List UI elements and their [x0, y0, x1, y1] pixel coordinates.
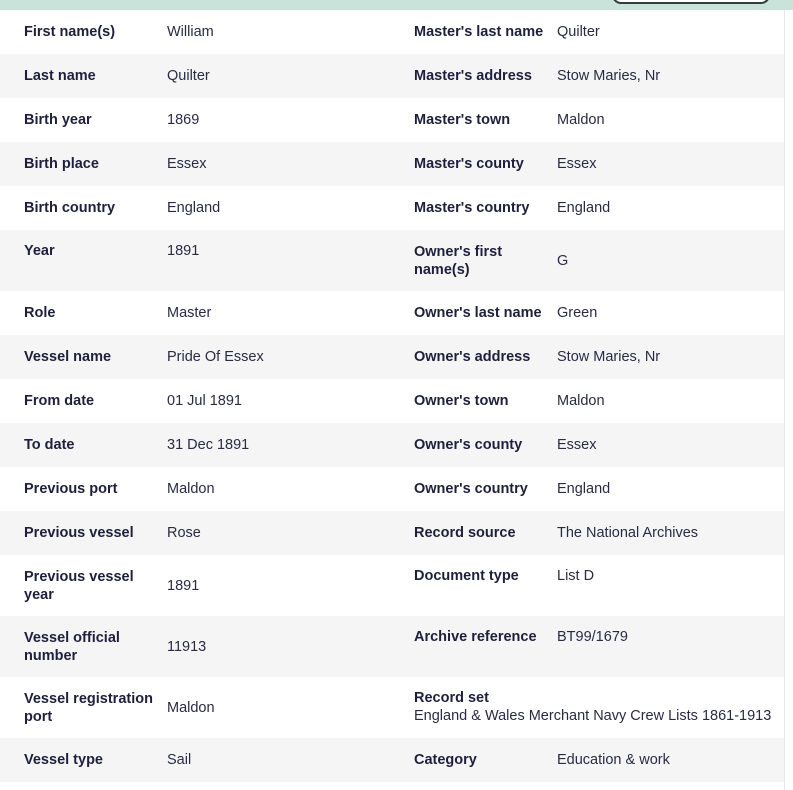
field-value: Maldon [167, 699, 215, 716]
field-label: Category [414, 752, 477, 768]
field-label: Archive reference [414, 629, 537, 645]
field-value: William [167, 24, 214, 40]
field-value: 1891 [167, 243, 200, 259]
field-label: Record set [414, 690, 489, 706]
field-value: England & Wales Merchant Navy Crew Lists 1861-1913 [414, 708, 772, 724]
field-label: Owner's town [414, 393, 509, 409]
field-value: Master [167, 305, 212, 321]
table-row [0, 555, 788, 616]
field-value: The National Archives [557, 525, 699, 541]
field-label: Owner's country [414, 481, 528, 497]
field-value: G [557, 252, 569, 269]
table-row [0, 677, 788, 738]
field-label: Document type [414, 568, 519, 584]
field-value: Essex [557, 156, 597, 172]
field-label: Birth place [24, 156, 99, 172]
field-value: Stow Maries, Nr [557, 68, 661, 84]
field-label: Vessel registration port [24, 690, 153, 725]
table-row [0, 616, 788, 677]
table-row [0, 335, 788, 379]
field-value: 01 Jul 1891 [167, 393, 242, 409]
field-label: First name(s) [24, 24, 116, 40]
table-row [0, 142, 788, 186]
field-label: Vessel name [24, 349, 112, 365]
field-label: Previous vessel [24, 525, 134, 541]
field-value: Maldon [167, 481, 215, 497]
field-label: Master's last name [414, 24, 544, 40]
field-label: Previous port [24, 481, 118, 497]
field-label: Owner's address [414, 349, 531, 365]
field-value: Green [557, 305, 598, 321]
field-value: Quilter [167, 68, 210, 84]
field-label: Owner's first name(s) [414, 243, 503, 278]
field-label: Master's town [414, 112, 511, 128]
field-value: England [167, 200, 221, 216]
field-label: Owner's county [414, 437, 523, 453]
field-value: Rose [167, 525, 201, 541]
field-value: Education & work [557, 752, 670, 768]
field-value: Maldon [557, 112, 605, 128]
scroll-edge [784, 10, 793, 790]
table-row [0, 291, 788, 335]
field-value: Maldon [557, 393, 605, 409]
field-value: 31 Dec 1891 [167, 437, 250, 453]
field-value: 11913 [167, 638, 207, 655]
record-set-cell [414, 677, 788, 738]
field-label: Master's country [414, 200, 530, 216]
table-row [0, 230, 788, 291]
header-button[interactable] [612, 0, 770, 4]
field-value: Stow Maries, Nr [557, 349, 661, 365]
table-row [0, 54, 788, 98]
field-label: Birth year [24, 112, 92, 128]
field-value: 1869 [167, 112, 200, 128]
field-label: To date [24, 437, 75, 453]
field-label: From date [24, 393, 95, 409]
field-label: Vessel official number [24, 629, 120, 664]
field-value: BT99/1679 [557, 629, 628, 645]
field-value: Essex [167, 156, 207, 172]
table-row [0, 467, 788, 511]
field-label: Role [24, 305, 56, 321]
table-row [0, 738, 788, 782]
field-value: Essex [557, 437, 597, 453]
field-value: England [557, 481, 611, 497]
field-value: Pride Of Essex [167, 349, 264, 365]
field-label: Previous vessel year [24, 568, 134, 603]
field-value: 1891 [167, 577, 200, 594]
field-value: Quilter [557, 24, 600, 40]
field-label: Last name [24, 68, 96, 84]
field-label: Vessel type [24, 752, 103, 768]
field-label: Owner's last name [414, 305, 542, 321]
field-label: Master's county [414, 156, 524, 172]
table-row [0, 10, 788, 54]
field-label: Master's address [414, 68, 532, 84]
transcript-table [0, 10, 788, 782]
field-label: Birth country [24, 200, 116, 216]
table-row [0, 511, 788, 555]
table-row [0, 98, 788, 142]
field-label: Year [24, 243, 55, 259]
field-value: England [557, 200, 611, 216]
table-row [0, 379, 788, 423]
field-value: Sail [167, 752, 192, 768]
field-label: Record source [414, 525, 516, 541]
field-value: List D [557, 568, 595, 584]
table-row [0, 186, 788, 230]
table-row [0, 423, 788, 467]
